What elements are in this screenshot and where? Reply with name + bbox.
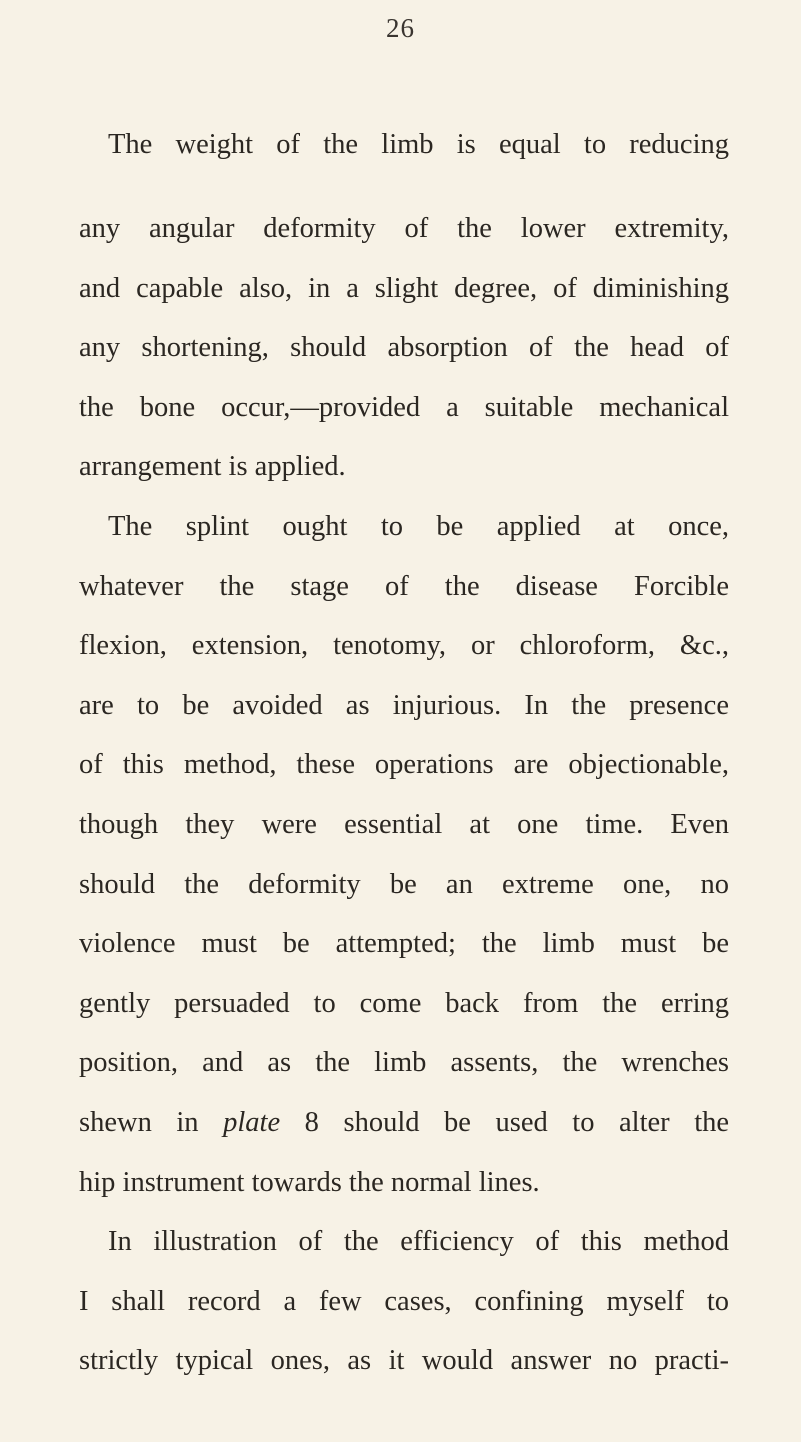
text-line-start: shewn in	[79, 1106, 199, 1138]
text-line: though they were essential at one time. Even	[79, 808, 729, 840]
text-line: position, and as the limb assents, the wrenches	[79, 1047, 729, 1079]
text-line: and capable also, in a slight degree, of diminishing	[79, 272, 729, 304]
text-line: hip instrument towards the normal lines.	[79, 1166, 540, 1198]
text-line: the bone occur,—provided a suitable mechanical	[79, 391, 729, 423]
text-line: The splint ought to be applied at once,	[108, 510, 729, 542]
text-line: I shall record a few cases, confining myself to	[79, 1285, 729, 1317]
text-line-end: 8 should be used to alter the	[304, 1106, 730, 1138]
plate-reference: plate	[223, 1106, 281, 1138]
body-text	[79, 129, 730, 1391]
text-line	[79, 1093, 729, 1153]
text-line: are to be avoided as injurious. In the presence	[79, 689, 729, 721]
text-line: whatever the stage of the disease Forcible	[79, 570, 729, 602]
text-line: any shortening, should absorption of the head of	[79, 332, 729, 364]
text-line: strictly typical ones, as it would answer no practi-	[79, 1345, 729, 1377]
text-line: arrangement is applied.	[79, 451, 346, 483]
text-line: gently persuaded to come back from the erring	[79, 987, 729, 1019]
page-number: 26	[386, 13, 415, 43]
text-line: In illustration of the efficiency of this method	[108, 1226, 729, 1258]
text-line: flexion, extension, tenotomy, or chloroform, &c.,	[79, 630, 729, 662]
text-line: any angular deformity of the lower extremity,	[79, 213, 729, 244]
text-line: should the deformity be an extreme one, no	[79, 868, 729, 900]
text-line: The weight of the limb is equal to reducing	[108, 129, 729, 160]
text-line: of this method, these operations are objectionable,	[79, 749, 729, 781]
text-line: violence must be attempted; the limb must be	[79, 928, 729, 960]
